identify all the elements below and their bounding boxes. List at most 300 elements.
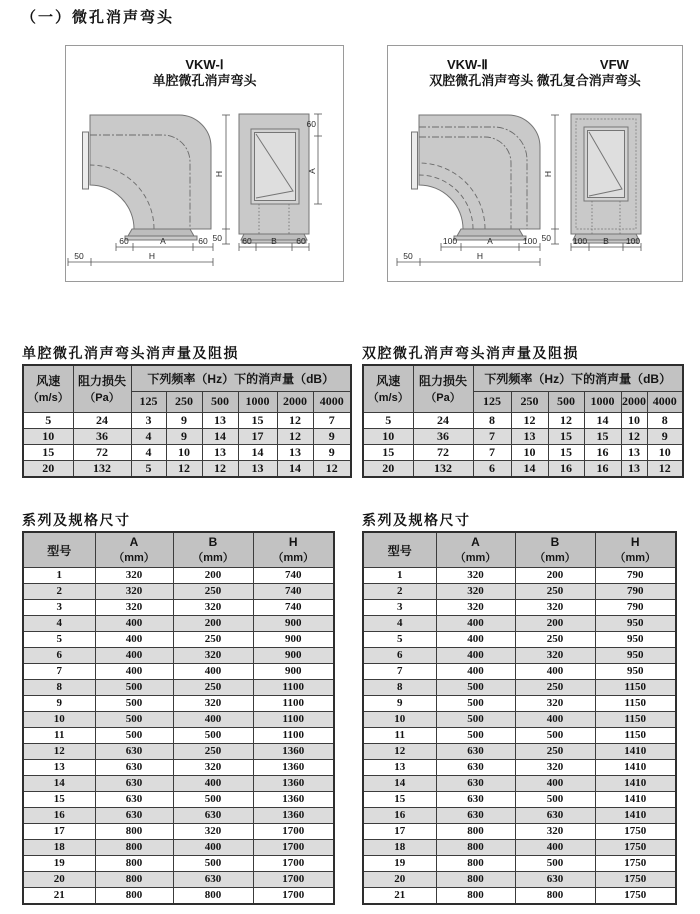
- cell: 500: [436, 728, 515, 744]
- cell: 4: [23, 616, 95, 632]
- cell: 1100: [253, 696, 334, 712]
- col-header-unit: （m/s）: [367, 392, 409, 405]
- diagram-model-label: VFW: [599, 57, 629, 72]
- side-view-window-inner: [255, 133, 296, 201]
- spec-table-head: [363, 532, 676, 568]
- cell: 900: [253, 616, 334, 632]
- col-header-label: 风速: [376, 374, 401, 389]
- cell: 500: [548, 391, 584, 412]
- cell: 6: [473, 460, 511, 477]
- col-header-h: [253, 532, 334, 568]
- cell: 1750: [595, 824, 676, 840]
- cell: 1700: [253, 888, 334, 905]
- cell: 9: [166, 412, 202, 428]
- cell: 630: [95, 808, 173, 824]
- cell: 1700: [253, 856, 334, 872]
- diagram-panel-vkw2-vfw: [387, 45, 683, 282]
- col-header-label: H: [630, 535, 640, 549]
- cell: 1100: [253, 728, 334, 744]
- col-header-label: 阻力损失: [77, 374, 126, 389]
- cell: 10: [23, 712, 95, 728]
- cell: 1410: [595, 744, 676, 760]
- table-row: [23, 696, 334, 712]
- cell: 320: [515, 760, 595, 776]
- cell: 1410: [595, 792, 676, 808]
- dim-label: A: [160, 236, 166, 246]
- cell: 13: [621, 444, 647, 460]
- cell: 13: [238, 460, 277, 477]
- col-header-b: [173, 532, 253, 568]
- cell: 8: [473, 412, 511, 428]
- elbow-body: [90, 115, 211, 229]
- col-header-freq: 下列频率（Hz）下的消声量（dB）: [131, 365, 351, 391]
- col-header-loss: [413, 365, 473, 412]
- table-row: [23, 824, 334, 840]
- cell: 800: [436, 840, 515, 856]
- cell: 14: [277, 460, 313, 477]
- cell: 12: [166, 460, 202, 477]
- cell: 1750: [595, 872, 676, 888]
- dim-label: B: [271, 236, 277, 246]
- col-header-speed: [363, 365, 413, 412]
- table-row: [23, 632, 334, 648]
- cell: 17: [238, 428, 277, 444]
- dim-line-h: [397, 258, 540, 266]
- cell: 2: [363, 584, 436, 600]
- cell: 5: [23, 412, 73, 428]
- cell: 17: [363, 824, 436, 840]
- cell: 16: [23, 808, 95, 824]
- cell: 500: [515, 728, 595, 744]
- cell: 250: [515, 584, 595, 600]
- cell: 13: [23, 760, 95, 776]
- table-row: [23, 840, 334, 856]
- cell: 16: [584, 460, 621, 477]
- spec-table-head: [23, 532, 334, 568]
- cell: 630: [436, 808, 515, 824]
- col-header-unit: （m/s）: [27, 392, 69, 405]
- cell: 1: [363, 568, 436, 584]
- col-header-unit: （mm）: [192, 552, 234, 564]
- cell: 400: [95, 632, 173, 648]
- section-title-spec-single: 系列及规格尺寸: [22, 512, 131, 528]
- cell: 400: [515, 840, 595, 856]
- cell: 14: [23, 776, 95, 792]
- cell: 13: [511, 428, 548, 444]
- cell: 740: [253, 568, 334, 584]
- table-row: [363, 712, 676, 728]
- dim-label: H: [543, 170, 553, 178]
- cell: 14: [511, 460, 548, 477]
- cell: 14: [363, 776, 436, 792]
- cell: 6: [363, 648, 436, 664]
- cell: 250: [515, 680, 595, 696]
- cell: 15: [363, 444, 413, 460]
- cell: 250: [515, 632, 595, 648]
- cell: 950: [595, 664, 676, 680]
- table-row: [23, 808, 334, 824]
- cell: 900: [253, 648, 334, 664]
- cell: 630: [436, 760, 515, 776]
- cell: 320: [515, 648, 595, 664]
- cell: 8: [363, 680, 436, 696]
- table-row: [23, 428, 351, 444]
- cell: 800: [95, 856, 173, 872]
- cell: 200: [515, 616, 595, 632]
- atten-table-head: [23, 365, 351, 412]
- col-header-unit: （mm）: [534, 552, 576, 564]
- cell: 15: [23, 444, 73, 460]
- cell: 630: [515, 808, 595, 824]
- cell: 10: [363, 712, 436, 728]
- col-header-label: B: [550, 535, 560, 549]
- cell: 500: [515, 856, 595, 872]
- table-row: [363, 776, 676, 792]
- col-header-unit: （Pa）: [84, 392, 120, 405]
- cell: 12: [363, 744, 436, 760]
- cell: 2000: [621, 391, 647, 412]
- elbow-diagram-double: [388, 96, 682, 276]
- cell: 10: [647, 444, 683, 460]
- cell: 800: [436, 888, 515, 905]
- table-row: [23, 856, 334, 872]
- cell: 19: [23, 856, 95, 872]
- cell: 500: [173, 728, 253, 744]
- outlet-flange: [457, 229, 523, 236]
- cell: 4: [131, 428, 166, 444]
- cell: 9: [23, 696, 95, 712]
- dim-label: 100: [572, 236, 588, 246]
- cell: 4: [131, 444, 166, 460]
- table-row: [363, 600, 676, 616]
- cell: 800: [436, 824, 515, 840]
- col-header-a: [436, 532, 515, 568]
- cell: 2: [23, 584, 95, 600]
- cell: 320: [173, 760, 253, 776]
- cell: 132: [73, 460, 131, 477]
- cell: 14: [202, 428, 238, 444]
- cell: 9: [313, 428, 351, 444]
- cell: 4000: [313, 391, 351, 412]
- cell: 320: [173, 824, 253, 840]
- cell: 12: [202, 460, 238, 477]
- table-row: [23, 888, 334, 905]
- cell: 800: [95, 824, 173, 840]
- cell: 7: [473, 444, 511, 460]
- cell: 630: [436, 744, 515, 760]
- dim-line-vert-h: [551, 115, 559, 244]
- dim-label: 50: [403, 251, 413, 261]
- cell: 12: [621, 428, 647, 444]
- cell: 320: [436, 600, 515, 616]
- cell: 1750: [595, 888, 676, 905]
- cell: 1100: [253, 680, 334, 696]
- cell: 4000: [647, 391, 683, 412]
- col-header-a: [95, 532, 173, 568]
- cell: 1150: [595, 728, 676, 744]
- table-row: [23, 444, 351, 460]
- cell: 10: [363, 428, 413, 444]
- cell: 250: [173, 744, 253, 760]
- cell: 7: [473, 428, 511, 444]
- col-header-unit: （Pa）: [425, 392, 461, 405]
- cell: 13: [363, 760, 436, 776]
- section-title-atten-single: 单腔微孔消声弯头消声量及阻损: [22, 345, 239, 361]
- cell: 740: [253, 584, 334, 600]
- cell: 6: [23, 648, 95, 664]
- table-row: [363, 584, 676, 600]
- spec-table-body: [23, 568, 334, 905]
- col-header-unit: （mm）: [272, 552, 315, 564]
- diagram-name-label: 单腔微孔消声弯头: [152, 73, 257, 88]
- cell: 400: [436, 664, 515, 680]
- cell: 740: [253, 600, 334, 616]
- cell: 36: [413, 428, 473, 444]
- cell: 1150: [595, 696, 676, 712]
- table-row: [363, 872, 676, 888]
- diagram-panel-vkw1: [65, 45, 344, 282]
- dim-label: A: [487, 236, 493, 246]
- dim-label: B: [603, 236, 609, 246]
- cell: 21: [23, 888, 95, 905]
- table-row: [363, 460, 683, 477]
- cell: 12: [647, 460, 683, 477]
- cell: 630: [436, 792, 515, 808]
- cell: 630: [95, 744, 173, 760]
- cell: 250: [173, 680, 253, 696]
- cell: 630: [95, 776, 173, 792]
- cell: 1360: [253, 776, 334, 792]
- cell: 20: [23, 872, 95, 888]
- diagram-name-label: 双腔微孔消声弯头 微孔复合消声弯头: [429, 73, 641, 88]
- cell: 400: [515, 776, 595, 792]
- cell: 15: [548, 444, 584, 460]
- cell: 630: [173, 808, 253, 824]
- dim-label: H: [148, 251, 156, 261]
- cell: 1360: [253, 808, 334, 824]
- dim-label: 60: [119, 236, 129, 246]
- cell: 13: [202, 412, 238, 428]
- elbow-body: [419, 115, 540, 229]
- cell: 12: [277, 428, 313, 444]
- cell: 7: [363, 664, 436, 680]
- table-row: [23, 584, 334, 600]
- table-row: [363, 808, 676, 824]
- cell: 400: [515, 664, 595, 680]
- cell: 200: [173, 616, 253, 632]
- col-header-label: A: [129, 535, 139, 549]
- cell: 1000: [584, 391, 621, 412]
- table-row: [363, 428, 683, 444]
- cell: 12: [548, 412, 584, 428]
- cell: 11: [23, 728, 95, 744]
- cell: 790: [595, 584, 676, 600]
- atten-table-head: [363, 365, 683, 412]
- cell: 320: [515, 600, 595, 616]
- col-header-model: 型号: [23, 532, 95, 568]
- table-row: [363, 680, 676, 696]
- col-header-freq: 下列频率（Hz）下的消声量（dB）: [473, 365, 683, 391]
- cell: 15: [23, 792, 95, 808]
- cell: 1150: [595, 712, 676, 728]
- dim-line-h: [68, 258, 213, 266]
- cell: 500: [436, 712, 515, 728]
- dim-label: 100: [625, 236, 641, 246]
- col-header-unit: （mm）: [454, 552, 497, 564]
- cell: 15: [584, 428, 621, 444]
- cell: 250: [173, 632, 253, 648]
- cell: 125: [131, 391, 166, 412]
- cell: 500: [436, 696, 515, 712]
- dim-label: A: [307, 168, 317, 174]
- cell: 12: [23, 744, 95, 760]
- table-row: [363, 648, 676, 664]
- cell: 1700: [253, 840, 334, 856]
- cell: 790: [595, 568, 676, 584]
- cell: 14: [238, 444, 277, 460]
- cell: 10: [511, 444, 548, 460]
- cell: 18: [23, 840, 95, 856]
- cell: 250: [166, 391, 202, 412]
- cell: 200: [173, 568, 253, 584]
- cell: 900: [253, 632, 334, 648]
- cell: 400: [173, 712, 253, 728]
- cell: 17: [23, 824, 95, 840]
- cell: 24: [73, 412, 131, 428]
- dim-label: H: [214, 170, 224, 178]
- cell: 320: [436, 584, 515, 600]
- cell: 1750: [595, 856, 676, 872]
- cell: 400: [436, 616, 515, 632]
- table-row: [23, 680, 334, 696]
- col-header-label: H: [288, 535, 298, 549]
- table-row: [363, 616, 676, 632]
- cell: 9: [313, 444, 351, 460]
- cell: 10: [23, 428, 73, 444]
- atten-table-body: [23, 412, 351, 477]
- cell: 320: [173, 696, 253, 712]
- col-header-b: [515, 532, 595, 568]
- table-row: [363, 856, 676, 872]
- cell: 630: [173, 872, 253, 888]
- diagram-model-label: VKW-Ⅱ: [446, 57, 488, 72]
- cell: 500: [173, 792, 253, 808]
- table-row: [363, 744, 676, 760]
- cell: 400: [95, 616, 173, 632]
- cell: 16: [548, 460, 584, 477]
- cell: 790: [595, 600, 676, 616]
- atten-table-body: [363, 412, 683, 477]
- dim-label: 50: [541, 233, 551, 243]
- cell: 12: [511, 412, 548, 428]
- table-row: [23, 712, 334, 728]
- atten-table-single: [22, 364, 352, 478]
- col-header-label: A: [471, 535, 480, 549]
- inlet-flange: [412, 132, 418, 189]
- table-row: [363, 696, 676, 712]
- dim-label: H: [476, 251, 484, 261]
- cell: 1000: [238, 391, 277, 412]
- table-row: [23, 460, 351, 477]
- cell: 132: [413, 460, 473, 477]
- cell: 500: [95, 680, 173, 696]
- cell: 9: [166, 428, 202, 444]
- cell: 500: [515, 792, 595, 808]
- cell: 800: [95, 888, 173, 905]
- cell: 21: [363, 888, 436, 905]
- cell: 320: [95, 568, 173, 584]
- cell: 7: [23, 664, 95, 680]
- cell: 13: [277, 444, 313, 460]
- cell: 19: [363, 856, 436, 872]
- cell: 3: [131, 412, 166, 428]
- cell: 800: [95, 840, 173, 856]
- cell: 1410: [595, 776, 676, 792]
- table-row: [363, 792, 676, 808]
- dim-label: 100: [442, 236, 458, 246]
- side-view-window-inner: [588, 131, 625, 198]
- col-header-label: 阻力损失: [418, 374, 467, 389]
- cell: 13: [621, 460, 647, 477]
- table-row: [23, 728, 334, 744]
- table-row: [23, 744, 334, 760]
- dim-label: 60: [242, 236, 252, 246]
- cell: 1150: [595, 680, 676, 696]
- cell: 950: [595, 648, 676, 664]
- cell: 9: [363, 696, 436, 712]
- col-header-unit: （mm）: [614, 552, 657, 564]
- cell: 1100: [253, 712, 334, 728]
- elbow-diagram-single: [66, 96, 343, 276]
- cell: 400: [436, 632, 515, 648]
- cell: 5: [363, 632, 436, 648]
- cell: 320: [173, 648, 253, 664]
- cell: 36: [73, 428, 131, 444]
- cell: 20: [23, 460, 73, 477]
- table-row: [23, 616, 334, 632]
- col-header-loss: [73, 365, 131, 412]
- cell: 630: [95, 792, 173, 808]
- cell: 400: [173, 840, 253, 856]
- page-title: （一）微孔消声弯头: [21, 9, 175, 26]
- cell: 400: [436, 648, 515, 664]
- cell: 14: [584, 412, 621, 428]
- cell: 500: [436, 680, 515, 696]
- table-row: [363, 840, 676, 856]
- cell: 630: [95, 760, 173, 776]
- atten-table-double: [362, 364, 684, 478]
- cell: 9: [647, 428, 683, 444]
- cell: 16: [584, 444, 621, 460]
- cell: 250: [173, 584, 253, 600]
- cell: 500: [95, 696, 173, 712]
- cell: 500: [202, 391, 238, 412]
- cell: 12: [277, 412, 313, 428]
- cell: 20: [363, 872, 436, 888]
- cell: 950: [595, 632, 676, 648]
- col-header-model: 型号: [363, 532, 436, 568]
- table-row: [363, 888, 676, 905]
- cell: 1410: [595, 760, 676, 776]
- table-row: [23, 872, 334, 888]
- table-row: [23, 664, 334, 680]
- cell: 400: [515, 712, 595, 728]
- cell: 4: [363, 616, 436, 632]
- spec-table-body: [363, 568, 676, 905]
- cell: 3: [363, 600, 436, 616]
- table-row: [23, 568, 334, 584]
- cell: 950: [595, 616, 676, 632]
